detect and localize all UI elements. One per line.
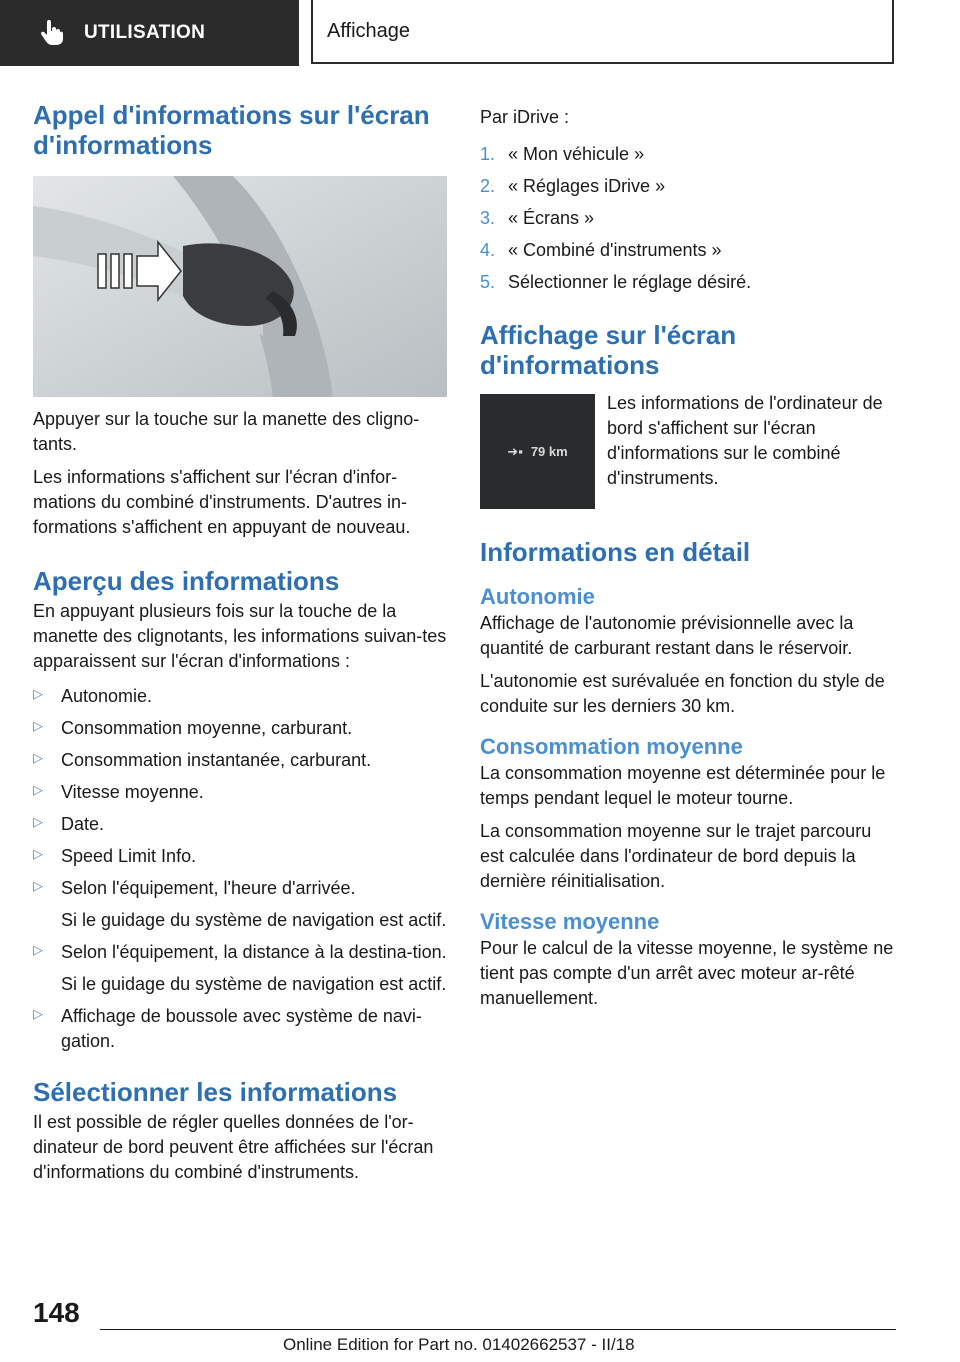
list-item: ▷ Consommation instantanée, carburant. <box>33 750 372 770</box>
heading-appel-informations: Appel d'informations sur l'écran d'informations <box>33 100 430 160</box>
list-item: ▷ Autonomie. <box>33 686 153 706</box>
list-item: 5. Sélectionner le réglage désiré. <box>480 272 752 292</box>
list-item: 3. « Écrans » <box>480 208 595 228</box>
display-example <box>480 394 896 509</box>
turn-signal-stalk-figure <box>33 176 447 397</box>
triangle-bullet-icon: ▷ <box>33 718 43 733</box>
paragraph: Les informations s'affichent sur l'écran d'infor-mations du combiné d'instruments. D'autres in-formations s'affichent en appuyant de nouveau. <box>33 467 411 537</box>
subheading-vitesse-moyenne: Vitesse moyenne <box>480 909 660 934</box>
triangle-bullet-icon: ▷ <box>33 750 43 765</box>
chapter-header <box>311 0 894 64</box>
range-display-image <box>480 394 595 509</box>
paragraph: Les informations de l'ordinateur de bord s'affichent sur l'écran d'informations sur le combiné d'instruments. <box>607 393 883 488</box>
list-item: ▷ Consommation moyenne, carburant. <box>33 718 353 738</box>
heading-informations-detail: Informations en détail <box>480 537 751 567</box>
heading-apercu-informations: Aperçu des informations <box>33 566 340 596</box>
chapter-title: Affichage <box>327 19 411 42</box>
paragraph: L'autonomie est surévaluée en fonction du style de conduite sur les derniers 30 km. <box>480 671 885 716</box>
section-tab <box>0 0 299 66</box>
subheading-autonomie: Autonomie <box>480 584 595 609</box>
paragraph: En appuyant plusieurs fois sur la touche de la manette des clignotants, les informations suivan-tes apparaissent sur l'écran d'informations : <box>33 601 447 671</box>
heading-selectionner-informations: Sélectionner les informations <box>33 1077 398 1107</box>
right-column <box>480 100 896 1011</box>
triangle-bullet-icon: ▷ <box>33 878 43 893</box>
edition-note: Online Edition for Part no. 01402662537 - II/18 <box>283 1335 635 1354</box>
page-number: 148 <box>33 1297 80 1328</box>
paragraph: Il est possible de régler quelles données de l'or-dinateur de bord peuvent être affichées sur l'écran d'informations du combiné d'instruments. <box>33 1112 434 1182</box>
range-value: 79 km <box>530 444 568 459</box>
triangle-bullet-icon: ▷ <box>33 1006 43 1021</box>
list-item: ▷ Speed Limit Info. <box>33 846 197 866</box>
paragraph: La consommation moyenne est déterminée pour le temps pendant lequel le moteur tourne. <box>480 763 886 808</box>
paragraph: Appuyer sur la touche sur la manette des cligno-tants. <box>33 409 420 454</box>
list-item: ▷ Selon l'équipement, l'heure d'arrivée. Si le guidage du système de navigation est actif. <box>33 878 447 930</box>
idrive-steps <box>480 142 896 295</box>
fuel-range-arrow-icon: ➜▪ <box>507 443 523 459</box>
triangle-bullet-icon: ▷ <box>33 686 43 701</box>
left-column <box>33 100 447 1185</box>
list-item: ▷ Affichage de boussole avec système de navi-gation. <box>33 1006 422 1051</box>
triangle-bullet-icon: ▷ <box>33 846 43 861</box>
list-item: 4. « Combiné d'instruments » <box>480 240 722 260</box>
footer-divider <box>100 1329 896 1330</box>
paragraph: La consommation moyenne sur le trajet parcouru est calculée dans l'ordinateur de bord depuis la dernière réinitialisation. <box>480 821 872 891</box>
triangle-bullet-icon: ▷ <box>33 782 43 797</box>
paragraph: Pour le calcul de la vitesse moyenne, le système ne tient pas compte d'un arrêt avec moteur ar-rêté manuellement. <box>480 938 894 1008</box>
subheading-consommation-moyenne: Consommation moyenne <box>480 734 743 759</box>
paragraph: Affichage de l'autonomie prévisionnelle avec la quantité de carburant restant dans le réservoir. <box>480 613 854 658</box>
list-item: ▷ Selon l'équipement, la distance à la destina-tion. Si le guidage du système de navigation est actif. <box>33 942 447 994</box>
section-label: UTILISATION <box>84 22 206 43</box>
paragraph: Par iDrive : <box>480 107 570 127</box>
hand-pointer-icon <box>38 19 66 47</box>
list-item: ▷ Vitesse moyenne. <box>33 782 204 802</box>
list-item: 1. « Mon véhicule » <box>480 144 645 164</box>
info-list <box>33 684 447 1054</box>
heading-affichage-ecran: Affichage sur l'écran d'informations <box>480 320 737 380</box>
list-item: 2. « Réglages iDrive » <box>480 176 666 196</box>
triangle-bullet-icon: ▷ <box>33 814 43 829</box>
list-item: ▷ Date. <box>33 814 105 834</box>
triangle-bullet-icon: ▷ <box>33 942 43 957</box>
